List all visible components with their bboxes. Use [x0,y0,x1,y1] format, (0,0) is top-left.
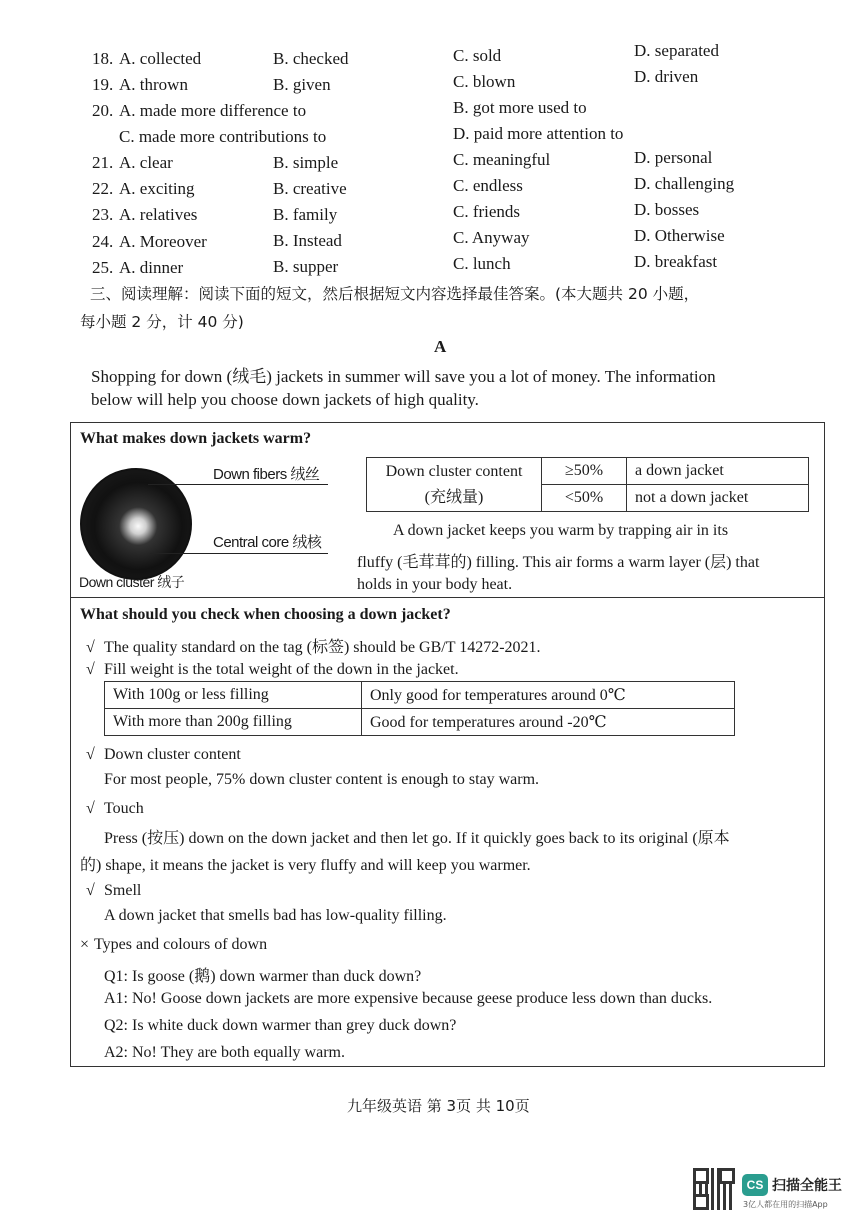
option-a: A. thrown [119,75,188,94]
check-item-detail: A down jacket that smells bad has low-quality filling. [104,907,447,924]
option-d: D. Otherwise [634,226,725,245]
table-cell: Only good for temperatures around 0℃ [362,682,735,709]
option-d: D. paid more attention to [453,124,624,143]
box1-heading: What makes down jackets warm? [80,430,312,447]
leader-line [150,553,328,554]
option-b: B. Instead [273,231,342,250]
check-mark-icon: √ [86,882,95,899]
section-instructions: 三、阅读理解：阅读下面的短文，然后根据短文内容选择最佳答案。(本大题共 20 小题， [90,285,700,303]
box1-text: A down jacket keeps you warm by trapping air in its [393,522,729,539]
option-a: A. made more difference to [119,101,307,120]
qr-code-icon [693,1168,735,1210]
table-cell: ≥50% [542,458,627,485]
check-item [86,661,459,679]
app-tagline: 3亿人都在用的扫描App [743,1200,828,1209]
faq-answer: A1: No! Goose down jackets are more expensive because geese produce less down than ducks. [104,990,713,1007]
option-a: A. collected [119,49,202,68]
question-number: 25. [92,258,114,277]
check-item-text: Down cluster content [104,746,241,763]
cross-mark-icon: × [80,936,90,953]
check-mark-icon: √ [86,639,95,656]
option-a: A. Moreover [119,232,207,251]
check-item [86,746,241,764]
table-row-header [367,458,542,512]
fill-weight-table [104,681,735,736]
box1-text: holds in your body heat. [357,576,513,593]
option-d: D. driven [634,67,699,86]
option-a: A. dinner [119,258,184,277]
option-d: D. bosses [634,200,700,219]
option-a: A. relatives [119,205,198,224]
check-item-detail: For most people, 75% down cluster content is enough to stay warm. [104,771,540,788]
check-item-detail: Press (按压) down on the down jacket and then let go. If it quickly goes back to its original (原本 [104,830,730,847]
option-c: C. meaningful [453,150,551,169]
option-c: C. endless [453,176,523,195]
option-d: D. separated [634,41,719,60]
check-item-text: The quality standard on the tag (标签) should be GB/T 14272-2021. [104,639,541,656]
passage-intro: Shopping for down (绒毛) jackets in summer will save you a lot of money. The information [91,367,716,386]
question-number: 21. [92,153,114,172]
check-mark-icon: √ [86,800,95,817]
table-cell: <50% [542,485,627,512]
option-b: B. simple [273,153,339,172]
faq-question: Q2: Is white duck down warmer than grey duck down? [104,1017,457,1034]
box2-heading: What should you check when choosing a down jacket? [80,606,451,623]
faq-question: Q1: Is goose (鹅) down warmer than duck down? [104,968,422,985]
passage-letter: A [434,337,447,356]
cluster-content-table [366,457,809,512]
option-c: C. friends [453,202,521,221]
option-b: B. got more used to [453,98,587,117]
option-c: C. lunch [453,254,511,273]
check-item [86,800,144,818]
option-b: B. family [273,205,338,224]
down-cluster-label: Down cluster 绒子 [79,574,185,590]
check-item [86,882,141,900]
question-number: 18. [92,49,114,68]
option-c: C. Anyway [453,228,530,247]
table-cell: With 100g or less filling [105,682,362,709]
row-header-text: Down cluster content [385,462,523,480]
check-mark-icon: √ [86,661,95,678]
app-logo-icon: CS [742,1174,768,1196]
faq-answer: A2: No! They are both equally warm. [104,1044,345,1061]
option-c: C. made more contributions to [119,127,327,146]
option-b: B. supper [273,257,339,276]
question-number: 22. [92,179,114,198]
table-cell: a down jacket [627,458,809,485]
question-number: 20. [92,101,114,120]
cross-item [80,936,267,954]
passage-intro-cont: below will help you choose down jackets of high quality. [91,390,479,409]
question-number: 19. [92,75,114,94]
table-cell: not a down jacket [627,485,809,512]
question-number: 24. [92,232,114,251]
central-core-label: Central core 绒核 [213,534,322,551]
down-fibers-label: Down fibers 绒丝 [213,466,320,483]
option-b: B. creative [273,179,347,198]
page-number: 九年级英语 第 3页 共 10页 [347,1097,530,1115]
option-c: C. blown [453,72,516,91]
check-item-text: Fill weight is the total weight of the down in the jacket. [104,661,459,678]
option-b: B. given [273,75,331,94]
app-name: 扫描全能王 [772,1178,842,1194]
row-header-cjk: (充绒量) [424,488,484,506]
check-mark-icon: √ [86,746,95,763]
check-item-detail-cont: 的) shape, it means the jacket is very fluffy and will keep you warmer. [80,857,531,874]
option-d: D. breakfast [634,252,718,271]
check-item-text: Touch [104,800,144,817]
option-b: B. checked [273,49,349,68]
option-d: D. personal [634,148,713,167]
option-c: C. sold [453,46,502,65]
question-number: 23. [92,205,114,224]
table-cell: Good for temperatures around -20℃ [362,709,735,736]
option-d: D. challenging [634,174,735,193]
check-item-text: Smell [104,882,142,899]
section-instructions-cont: 每小题 2 分，计 40 分) [80,313,244,331]
option-a: A. exciting [119,179,195,198]
box1-text: fluffy (毛茸茸的) filling. This air forms a warm layer (层) that [357,554,760,571]
cross-item-text: Types and colours of down [94,936,268,953]
check-item [86,634,541,657]
box-divider [70,597,825,598]
option-a: A. clear [119,153,173,172]
leader-line [148,484,328,485]
table-cell: With more than 200g filling [105,709,362,736]
